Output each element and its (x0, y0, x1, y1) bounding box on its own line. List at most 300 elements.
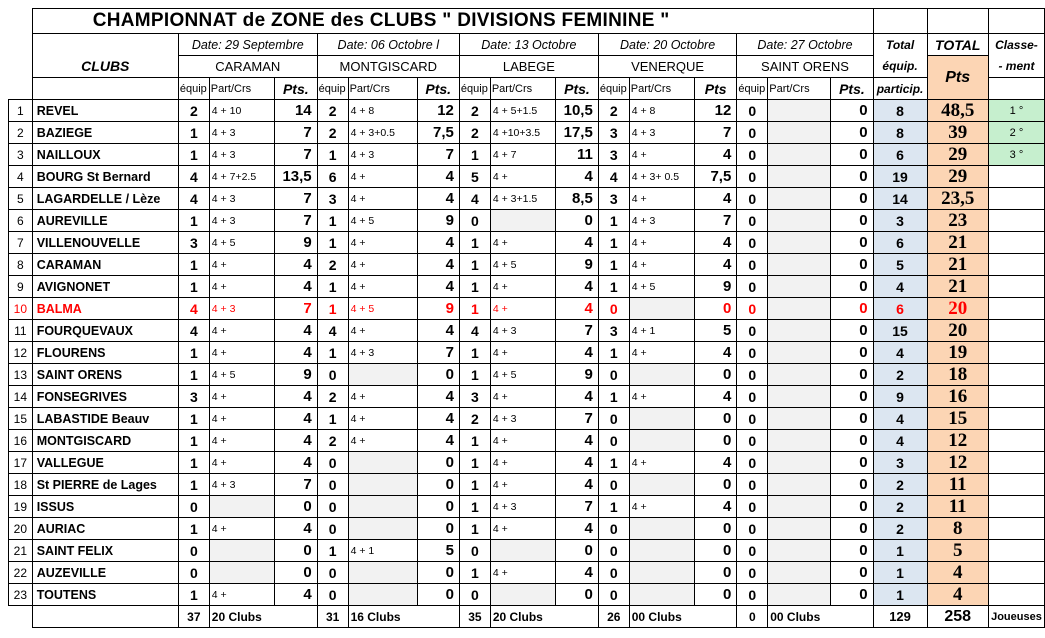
round-equip: 1 (178, 364, 209, 386)
table-row (9, 496, 1045, 518)
round-equip: 0 (737, 518, 768, 540)
round-detail (629, 408, 694, 430)
row-rank: 20 (9, 518, 33, 540)
round-equip: 1 (459, 364, 490, 386)
round-equip: 0 (737, 584, 768, 606)
classement: 2 ° (988, 122, 1044, 144)
total-pts: 19 (927, 342, 988, 364)
round-equip: 0 (737, 562, 768, 584)
round-equip: 4 (317, 320, 348, 342)
row-rank: 17 (9, 452, 33, 474)
total-pts: 23 (927, 210, 988, 232)
round-detail: 4 + 3 (209, 144, 274, 166)
round-detail: 4 + (629, 144, 694, 166)
table-row (9, 342, 1045, 364)
round-pts: 4 (695, 386, 737, 408)
round-equip: 0 (737, 540, 768, 562)
total-equip: 19 (873, 166, 927, 188)
round-pts: 4 (556, 232, 599, 254)
round-detail (768, 166, 831, 188)
round-pts: 0 (831, 232, 873, 254)
round-date: Date: 13 Octobre (459, 34, 598, 56)
round-pts: 0 (417, 474, 459, 496)
classement (988, 276, 1044, 298)
row-rank: 4 (9, 166, 33, 188)
round-pts: 0 (831, 166, 873, 188)
round-pts: 0 (695, 562, 737, 584)
round-pts: 0 (831, 364, 873, 386)
round-pts: 0 (417, 364, 459, 386)
total-equip: 1 (873, 584, 927, 606)
round-pts: 7 (417, 342, 459, 364)
classement (988, 298, 1044, 320)
round-equip: 0 (737, 210, 768, 232)
round-pts: 0 (695, 364, 737, 386)
club-name: FLOURENS (32, 342, 178, 364)
total-pts: 16 (927, 386, 988, 408)
club-name: SAINT ORENS (32, 364, 178, 386)
round-pts: 0 (695, 430, 737, 452)
round-detail: 4 + (209, 342, 274, 364)
pts-col-header: Pts. (274, 78, 317, 100)
round-pts: 9 (556, 364, 599, 386)
round-equip: 2 (317, 386, 348, 408)
total-pts: 20 (927, 320, 988, 342)
club-name: CARAMAN (32, 254, 178, 276)
round-pts: 0 (695, 298, 737, 320)
table-row (9, 166, 1045, 188)
round-venue: SAINT ORENS (737, 56, 873, 78)
round-detail (490, 210, 555, 232)
round-equip: 4 (459, 188, 490, 210)
row-rank: 10 (9, 298, 33, 320)
round-pts: 0 (831, 276, 873, 298)
round-pts: 4 (274, 386, 317, 408)
total-pts: 29 (927, 166, 988, 188)
round-pts: 7 (556, 408, 599, 430)
footer-round-clubs: 16 Clubs (348, 606, 459, 628)
round-pts: 4 (417, 166, 459, 188)
round-equip: 0 (737, 474, 768, 496)
round-detail: 4 + 3 (629, 122, 694, 144)
club-name: BAZIEGE (32, 122, 178, 144)
round-detail (768, 254, 831, 276)
table-row (9, 430, 1045, 452)
total-equip: 3 (873, 452, 927, 474)
total-equip: 8 (873, 122, 927, 144)
classement (988, 188, 1044, 210)
round-equip: 4 (178, 298, 209, 320)
table-row (9, 254, 1045, 276)
round-pts: 0 (417, 496, 459, 518)
round-detail: 4 + 7+2.5 (209, 166, 274, 188)
round-detail: 4 + 3 (629, 210, 694, 232)
round-pts: 7 (695, 210, 737, 232)
table-row (9, 210, 1045, 232)
round-detail (768, 562, 831, 584)
round-equip: 3 (459, 386, 490, 408)
round-pts: 0 (831, 452, 873, 474)
total-equip: 15 (873, 320, 927, 342)
round-pts: 0 (831, 254, 873, 276)
round-equip: 1 (459, 232, 490, 254)
total-label: Total (873, 34, 927, 56)
round-equip: 0 (178, 496, 209, 518)
round-pts: 10,5 (556, 100, 599, 122)
round-detail: 4 +10+3.5 (490, 122, 555, 144)
club-name: AUREVILLE (32, 210, 178, 232)
round-equip: 4 (178, 188, 209, 210)
round-equip: 1 (459, 518, 490, 540)
round-equip: 3 (598, 122, 629, 144)
table-row (9, 518, 1045, 540)
round-detail (768, 122, 831, 144)
round-equip: 5 (459, 166, 490, 188)
round-equip: 2 (459, 408, 490, 430)
round-detail (768, 342, 831, 364)
total-equip: 4 (873, 408, 927, 430)
round-detail (629, 430, 694, 452)
total-equip: 2 (873, 496, 927, 518)
total-equip: 4 (873, 342, 927, 364)
round-pts: 9 (274, 364, 317, 386)
round-pts: 4 (556, 276, 599, 298)
row-rank: 9 (9, 276, 33, 298)
equip-col-header: équip (598, 78, 629, 100)
classement (988, 364, 1044, 386)
round-pts: 4 (556, 386, 599, 408)
round-pts: 4 (274, 254, 317, 276)
round-detail: 4 + (209, 518, 274, 540)
total-pts-header: Pts (927, 56, 988, 100)
table-row (9, 232, 1045, 254)
round-date: Date: 29 Septembre (178, 34, 317, 56)
round-equip: 1 (178, 584, 209, 606)
equip-col-header: équip (178, 78, 209, 100)
round-pts: 0 (831, 298, 873, 320)
round-equip: 1 (459, 254, 490, 276)
round-detail: 4 + (209, 276, 274, 298)
round-detail: 4 + (629, 188, 694, 210)
round-detail: 4 + 3 (490, 320, 555, 342)
round-detail: 4 + (209, 386, 274, 408)
round-pts: 7,5 (417, 122, 459, 144)
round-detail: 4 + 3 (209, 474, 274, 496)
round-pts: 0 (831, 342, 873, 364)
row-rank: 2 (9, 122, 33, 144)
round-equip: 3 (317, 188, 348, 210)
row-rank: 5 (9, 188, 33, 210)
round-equip: 0 (737, 452, 768, 474)
round-pts: 12 (417, 100, 459, 122)
round-detail (768, 364, 831, 386)
round-equip: 0 (737, 320, 768, 342)
round-pts: 4 (556, 452, 599, 474)
total-equip: 8 (873, 100, 927, 122)
equip-col-header: équip (737, 78, 768, 100)
round-pts: 0 (274, 496, 317, 518)
round-equip: 1 (317, 210, 348, 232)
round-pts: 7 (274, 210, 317, 232)
classement (988, 584, 1044, 606)
round-pts: 4 (695, 254, 737, 276)
round-equip: 0 (737, 496, 768, 518)
table-row (9, 188, 1045, 210)
round-detail: 4 + (348, 320, 417, 342)
round-date: Date: 06 Octobre l (317, 34, 459, 56)
round-detail (209, 496, 274, 518)
round-equip: 3 (178, 232, 209, 254)
round-pts: 4 (417, 254, 459, 276)
classement (988, 452, 1044, 474)
round-detail (768, 298, 831, 320)
round-equip: 0 (737, 276, 768, 298)
partcrs-col-header: Part/Crs (768, 78, 831, 100)
round-detail: 4 + (490, 232, 555, 254)
footer-round-equip: 0 (737, 606, 768, 628)
round-pts: 4 (695, 342, 737, 364)
round-detail: 4 + 5 (629, 276, 694, 298)
total-pts: 12 (927, 430, 988, 452)
round-pts: 0 (695, 540, 737, 562)
round-pts: 4 (274, 452, 317, 474)
round-equip: 1 (459, 562, 490, 584)
round-pts: 0 (831, 122, 873, 144)
round-detail: 4 + (209, 430, 274, 452)
round-venue: CARAMAN (178, 56, 317, 78)
total-equip: 4 (873, 276, 927, 298)
round-equip: 0 (598, 584, 629, 606)
round-detail (768, 430, 831, 452)
row-rank: 11 (9, 320, 33, 342)
row-rank: 6 (9, 210, 33, 232)
round-detail: 4 + 8 (348, 100, 417, 122)
round-detail: 4 + 1 (629, 320, 694, 342)
round-detail: 4 + (629, 254, 694, 276)
total-equip: 9 (873, 386, 927, 408)
round-equip: 1 (317, 232, 348, 254)
row-rank: 3 (9, 144, 33, 166)
total-equip: 2 (873, 364, 927, 386)
round-detail (768, 540, 831, 562)
round-equip: 1 (459, 496, 490, 518)
round-pts: 4 (695, 496, 737, 518)
round-equip: 1 (317, 298, 348, 320)
round-detail (768, 408, 831, 430)
round-equip: 0 (598, 518, 629, 540)
footer-total-equip: 129 (873, 606, 927, 628)
round-detail: 4 + 5 (490, 364, 555, 386)
round-detail: 4 + (209, 320, 274, 342)
round-detail: 4 + 3+1.5 (490, 188, 555, 210)
total-equip: 3 (873, 210, 927, 232)
round-pts: 4 (417, 188, 459, 210)
page-title: CHAMPIONNAT de ZONE des CLUBS " DIVISIONS FEMININE " (32, 9, 873, 34)
total-equip: 2 (873, 474, 927, 496)
round-equip: 1 (459, 474, 490, 496)
equip-label: équip. (873, 56, 927, 78)
total-equip: 6 (873, 144, 927, 166)
round-detail: 4 + (348, 430, 417, 452)
row-rank: 8 (9, 254, 33, 276)
round-detail (348, 518, 417, 540)
round-detail: 4 + (209, 584, 274, 606)
round-equip: 2 (598, 100, 629, 122)
round-pts: 7 (695, 122, 737, 144)
total-pts: 5 (927, 540, 988, 562)
round-pts: 7 (556, 320, 599, 342)
footer-joueuses: Joueuses (988, 606, 1044, 628)
round-pts: 4 (417, 276, 459, 298)
round-venue: MONTGISCARD (317, 56, 459, 78)
standings-table (8, 8, 1045, 628)
round-equip: 0 (317, 584, 348, 606)
round-detail (629, 562, 694, 584)
round-equip: 0 (737, 254, 768, 276)
round-pts: 0 (831, 474, 873, 496)
round-detail (209, 562, 274, 584)
round-detail: 4 + (209, 408, 274, 430)
round-pts: 9 (417, 210, 459, 232)
club-name: REVEL (32, 100, 178, 122)
round-detail: 4 + 5 (348, 210, 417, 232)
total-pts: 8 (927, 518, 988, 540)
table-row (9, 408, 1045, 430)
round-pts: 0 (417, 518, 459, 540)
row-rank: 19 (9, 496, 33, 518)
round-detail: 4 + (629, 232, 694, 254)
round-equip: 1 (317, 408, 348, 430)
club-name: VALLEGUE (32, 452, 178, 474)
round-equip: 2 (178, 100, 209, 122)
round-equip: 0 (737, 166, 768, 188)
club-name: BALMA (32, 298, 178, 320)
total-pts: 20 (927, 298, 988, 320)
row-rank: 23 (9, 584, 33, 606)
total-equip: 2 (873, 518, 927, 540)
classement (988, 386, 1044, 408)
round-detail: 4 + (629, 496, 694, 518)
round-detail: 4 + (209, 452, 274, 474)
round-pts: 0 (556, 540, 599, 562)
round-equip: 1 (178, 342, 209, 364)
round-detail: 4 + 5+1.5 (490, 100, 555, 122)
round-pts: 7 (417, 144, 459, 166)
total-pts: 11 (927, 496, 988, 518)
round-pts: 14 (274, 100, 317, 122)
round-equip: 1 (459, 298, 490, 320)
round-equip: 0 (317, 474, 348, 496)
round-equip: 0 (598, 430, 629, 452)
table-row (9, 122, 1045, 144)
round-equip: 1 (317, 342, 348, 364)
footer-total-pts: 258 (927, 606, 988, 628)
round-equip: 1 (178, 122, 209, 144)
round-detail (348, 584, 417, 606)
round-pts: 4 (417, 430, 459, 452)
round-pts: 4 (417, 386, 459, 408)
row-rank: 16 (9, 430, 33, 452)
round-equip: 2 (459, 100, 490, 122)
total-pts: 23,5 (927, 188, 988, 210)
round-pts: 0 (695, 474, 737, 496)
partcrs-col-header: Part/Crs (629, 78, 694, 100)
round-equip: 1 (178, 276, 209, 298)
round-detail: 4 + (629, 386, 694, 408)
row-rank: 14 (9, 386, 33, 408)
classement (988, 540, 1044, 562)
round-pts: 9 (695, 276, 737, 298)
row-rank: 13 (9, 364, 33, 386)
round-pts: 4 (274, 518, 317, 540)
club-name: ISSUS (32, 496, 178, 518)
table-row (9, 452, 1045, 474)
round-detail (768, 584, 831, 606)
round-equip: 0 (737, 298, 768, 320)
round-pts: 4 (274, 408, 317, 430)
round-equip: 2 (317, 430, 348, 452)
round-pts: 0 (556, 584, 599, 606)
round-detail: 4 + 3 (348, 342, 417, 364)
round-pts: 4 (695, 144, 737, 166)
round-equip: 3 (598, 144, 629, 166)
total-pts: 29 (927, 144, 988, 166)
round-pts: 0 (831, 408, 873, 430)
classement (988, 408, 1044, 430)
club-name: LABASTIDE Beauv (32, 408, 178, 430)
round-pts: 4 (695, 188, 737, 210)
round-pts: 0 (831, 386, 873, 408)
club-name: TOUTENS (32, 584, 178, 606)
round-pts: 4 (274, 320, 317, 342)
round-detail (768, 518, 831, 540)
club-name: NAILLOUX (32, 144, 178, 166)
round-detail (768, 276, 831, 298)
round-equip: 1 (459, 342, 490, 364)
round-detail: 4 + (490, 474, 555, 496)
round-pts: 7 (274, 298, 317, 320)
footer-round-equip: 31 (317, 606, 348, 628)
round-pts: 0 (417, 584, 459, 606)
round-detail (629, 584, 694, 606)
total-pts: 39 (927, 122, 988, 144)
footer-round-clubs: 00 Clubs (768, 606, 873, 628)
round-equip: 1 (459, 144, 490, 166)
round-detail: 4 + 3 (209, 188, 274, 210)
round-equip: 0 (737, 144, 768, 166)
round-detail: 4 + (490, 430, 555, 452)
round-equip: 1 (598, 276, 629, 298)
round-equip: 1 (598, 452, 629, 474)
round-equip: 0 (459, 210, 490, 232)
club-name: AURIAC (32, 518, 178, 540)
round-detail: 4 + 8 (629, 100, 694, 122)
total-pts: 21 (927, 276, 988, 298)
round-equip: 0 (737, 386, 768, 408)
round-detail: 4 + (629, 452, 694, 474)
round-detail: 4 + (490, 386, 555, 408)
round-pts: 9 (417, 298, 459, 320)
footer-round-equip: 26 (598, 606, 629, 628)
round-equip: 0 (598, 364, 629, 386)
round-equip: 1 (178, 452, 209, 474)
round-detail: 4 + 5 (348, 298, 417, 320)
classement (988, 210, 1044, 232)
round-pts: 0 (831, 496, 873, 518)
round-equip: 0 (737, 232, 768, 254)
round-detail: 4 + (348, 166, 417, 188)
round-detail (629, 474, 694, 496)
